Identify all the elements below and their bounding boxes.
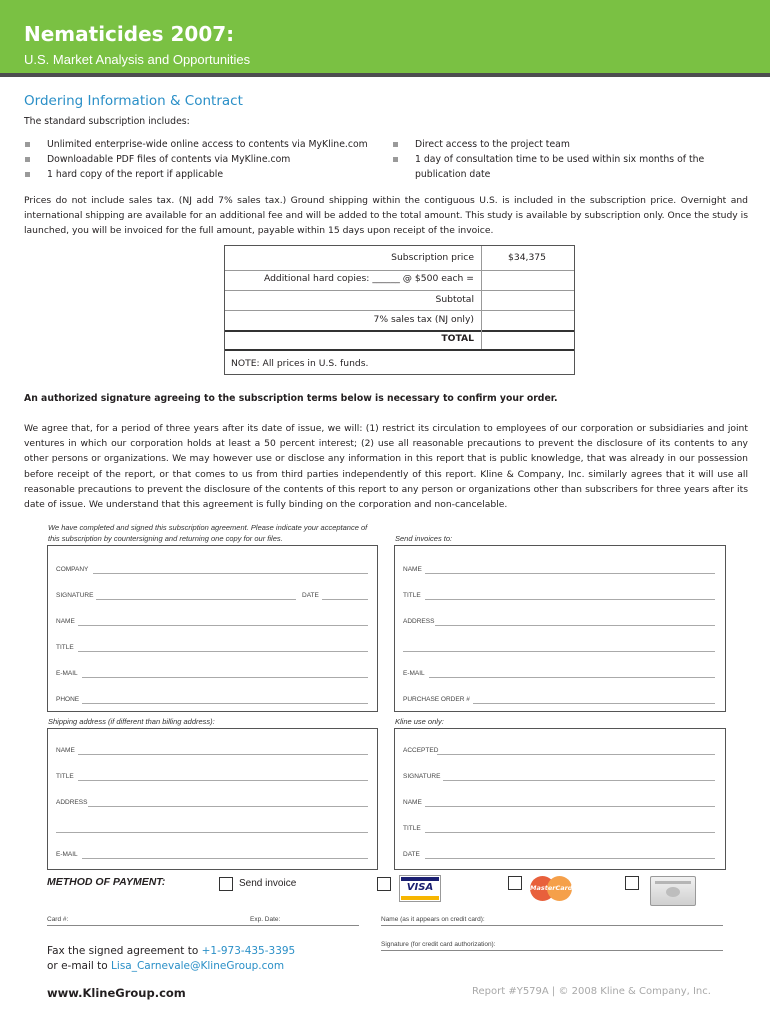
accepted-label: ACCEPTED bbox=[403, 747, 439, 754]
includes-list-right bbox=[392, 137, 752, 182]
amex-checkbox[interactable] bbox=[625, 876, 639, 890]
kline-date-field[interactable] bbox=[425, 858, 715, 859]
completed-note-1: We have completed and signed this subscription agreement. Please indicate your acceptance of bbox=[48, 523, 368, 532]
title-field[interactable] bbox=[78, 651, 368, 652]
kline-name-field[interactable] bbox=[425, 806, 715, 807]
column-divider bbox=[481, 246, 482, 349]
invoice-address-field[interactable] bbox=[435, 625, 715, 626]
bullet-icon bbox=[25, 142, 30, 147]
agreement-paragraph: We agree that, for a period of three years after its date of issue, we will: (1) restrict its circulation to employees of our corporation or subsidiaries and joint ventures in which our corporation holds at least a 50 percent interest; (2) use all reasonable precautions to prevent the disclosure of its contents to any other persons or organizations. We may however use or disclose any information in this report that is public knowledge, that was already in our possession before receipt of the report, or that comes to us from third parties independently of this report. Kline & Company, Inc. similarly agrees that it will use all reasonable precautions to prevent the disclosure of the contents of this report to any person or organizations other than subscribers for three years after its date of issue. We understand that this agreement is fully binding on the corporation and non-cancelable. bbox=[24, 423, 748, 511]
subtotal-label: Subtotal bbox=[435, 294, 474, 305]
kline-name-label: NAME bbox=[403, 799, 422, 806]
tax-label: 7% sales tax (NJ only) bbox=[373, 314, 474, 325]
includes-intro: The standard subscription includes: bbox=[24, 116, 190, 127]
kline-signature-label: SIGNATURE bbox=[403, 773, 441, 780]
list-item: Downloadable PDF files of contents via MyKline.com bbox=[24, 152, 394, 167]
email-link[interactable]: Lisa_Carnevale@KlineGroup.com bbox=[111, 960, 285, 972]
invoice-name-label: NAME bbox=[403, 566, 422, 573]
kline-use-label: Kline use only: bbox=[395, 717, 444, 726]
shipping-address-field[interactable] bbox=[88, 806, 368, 807]
phone-field[interactable] bbox=[82, 703, 368, 704]
list-item: 1 hard copy of the report if applicable bbox=[24, 167, 394, 182]
title-label: TITLE bbox=[56, 644, 74, 651]
kline-title-label: TITLE bbox=[403, 825, 421, 832]
fax-line: Fax the signed agreement to +1-973-435-3395 bbox=[47, 945, 296, 957]
invoice-title-label: TITLE bbox=[403, 592, 421, 599]
name-on-card-label: Name (as it appears on credit card): bbox=[381, 916, 485, 923]
shipping-address-field-2[interactable] bbox=[56, 832, 368, 833]
website-link[interactable]: www.KlineGroup.com bbox=[47, 986, 186, 1000]
row-divider-bold bbox=[225, 349, 574, 351]
header-divider bbox=[0, 73, 770, 77]
signature-label: SIGNATURE bbox=[56, 592, 94, 599]
name-on-card-field[interactable] bbox=[381, 925, 723, 926]
prices-paragraph: Prices do not include sales tax. (NJ add 7% sales tax.) Ground shipping within the contiguous U.S. is included in the subscription price. Overnight and international shipping are available for an additional fee and will be added to the total amount. This study is available by subscription only. Once the study is launched, you will be invoiced for the full amount, payable within 15 days upon receipt of the invoice. bbox=[24, 195, 748, 237]
kline-use-box bbox=[394, 728, 726, 870]
signature-field[interactable] bbox=[96, 599, 296, 600]
mastercard-logo-icon: MasterCard bbox=[530, 876, 572, 901]
report-subtitle: U.S. Market Analysis and Opportunities bbox=[24, 52, 251, 67]
amex-card-icon bbox=[650, 876, 696, 906]
send-invoice-label: Send invoice bbox=[239, 878, 297, 889]
total-label: TOTAL bbox=[441, 333, 474, 344]
prices-note: NOTE: All prices in U.S. funds. bbox=[231, 358, 369, 369]
card-number-label: Card #: bbox=[47, 916, 69, 923]
shipping-title-label: TITLE bbox=[56, 773, 74, 780]
row-divider bbox=[225, 310, 574, 311]
includes-list-left bbox=[24, 137, 394, 182]
report-info: Report #Y579A | © 2008 Kline & Company, Inc. bbox=[472, 986, 711, 997]
exp-date-label: Exp. Date: bbox=[250, 916, 281, 923]
purchase-order-field[interactable] bbox=[473, 703, 715, 704]
shipping-info-box bbox=[47, 728, 378, 870]
shipping-title-field[interactable] bbox=[78, 780, 368, 781]
invoice-email-field[interactable] bbox=[429, 677, 715, 678]
signature-notice: An authorized signature agreeing to the subscription terms below is necessary to confirm your order. bbox=[24, 393, 558, 404]
shipping-label: Shipping address (if different than billing address): bbox=[48, 717, 215, 726]
kline-title-field[interactable] bbox=[425, 832, 715, 833]
invoice-address-field-2[interactable] bbox=[403, 651, 715, 652]
subscription-label: Subscription price bbox=[391, 252, 474, 263]
invoice-name-field[interactable] bbox=[425, 573, 715, 574]
company-field[interactable] bbox=[93, 573, 368, 574]
card-number-field[interactable] bbox=[47, 925, 359, 926]
visa-logo-icon: VISA bbox=[399, 875, 441, 902]
email-label: E-MAIL bbox=[56, 670, 78, 677]
fax-number: +1-973-435-3395 bbox=[201, 945, 296, 957]
bullet-icon bbox=[393, 157, 398, 162]
shipping-email-label: E-MAIL bbox=[56, 851, 78, 858]
hard-copies-label: Additional hard copies: ______ @ $500 each = bbox=[263, 273, 474, 284]
shipping-email-field[interactable] bbox=[82, 858, 368, 859]
report-title: Nematicides 2007: bbox=[24, 22, 235, 46]
visa-checkbox[interactable] bbox=[377, 877, 391, 891]
list-item: Direct access to the project team bbox=[392, 137, 752, 152]
email-line: or e-mail to Lisa_Carnevale@KlineGroup.com bbox=[47, 960, 285, 972]
row-divider bbox=[225, 290, 574, 291]
bullet-icon bbox=[25, 172, 30, 177]
purchase-order-label: PURCHASE ORDER # bbox=[403, 696, 470, 703]
invoice-address-label: ADDRESS bbox=[403, 618, 435, 625]
phone-label: PHONE bbox=[56, 696, 80, 703]
list-item-continued: publication date bbox=[415, 169, 491, 180]
kline-date-label: DATE bbox=[403, 851, 420, 858]
email-field[interactable] bbox=[82, 677, 368, 678]
company-label: COMPANY bbox=[56, 566, 89, 573]
note-row bbox=[231, 358, 580, 369]
send-invoice-checkbox[interactable] bbox=[219, 877, 233, 891]
send-invoices-label: Send invoices to: bbox=[395, 534, 453, 543]
price-table bbox=[224, 245, 575, 375]
mastercard-checkbox[interactable] bbox=[508, 876, 522, 890]
name-label: NAME bbox=[56, 618, 75, 625]
shipping-name-label: NAME bbox=[56, 747, 75, 754]
section-title: Ordering Information & Contract bbox=[24, 93, 243, 109]
list-item: 1 day of consultation time to be used within six months of the bbox=[392, 152, 752, 167]
row-divider bbox=[225, 270, 574, 271]
shipping-name-field[interactable] bbox=[78, 754, 368, 755]
bullet-icon bbox=[393, 142, 398, 147]
accepted-field[interactable] bbox=[437, 754, 715, 755]
row-divider-bold bbox=[225, 330, 574, 332]
completed-note-2: this subscription by countersigning and returning one copy for our files. bbox=[48, 534, 283, 543]
date-field[interactable] bbox=[322, 599, 368, 600]
kline-signature-field[interactable] bbox=[443, 780, 715, 781]
customer-info-box bbox=[47, 545, 378, 712]
invoice-email-label: E-MAIL bbox=[403, 670, 425, 677]
card-signature-label: Signature (for credit card authorization): bbox=[381, 941, 496, 948]
card-signature-field[interactable] bbox=[381, 950, 723, 951]
name-field[interactable] bbox=[78, 625, 368, 626]
date-label: DATE bbox=[302, 592, 319, 599]
bullet-icon bbox=[25, 157, 30, 162]
payment-method-label: METHOD OF PAYMENT: bbox=[47, 876, 166, 888]
invoice-title-field[interactable] bbox=[425, 599, 715, 600]
subscription-value: $34,375 bbox=[508, 252, 546, 263]
invoice-info-box bbox=[394, 545, 726, 712]
shipping-address-label: ADDRESS bbox=[56, 799, 88, 806]
list-item: Unlimited enterprise-wide online access to contents via MyKline.com bbox=[24, 137, 394, 152]
